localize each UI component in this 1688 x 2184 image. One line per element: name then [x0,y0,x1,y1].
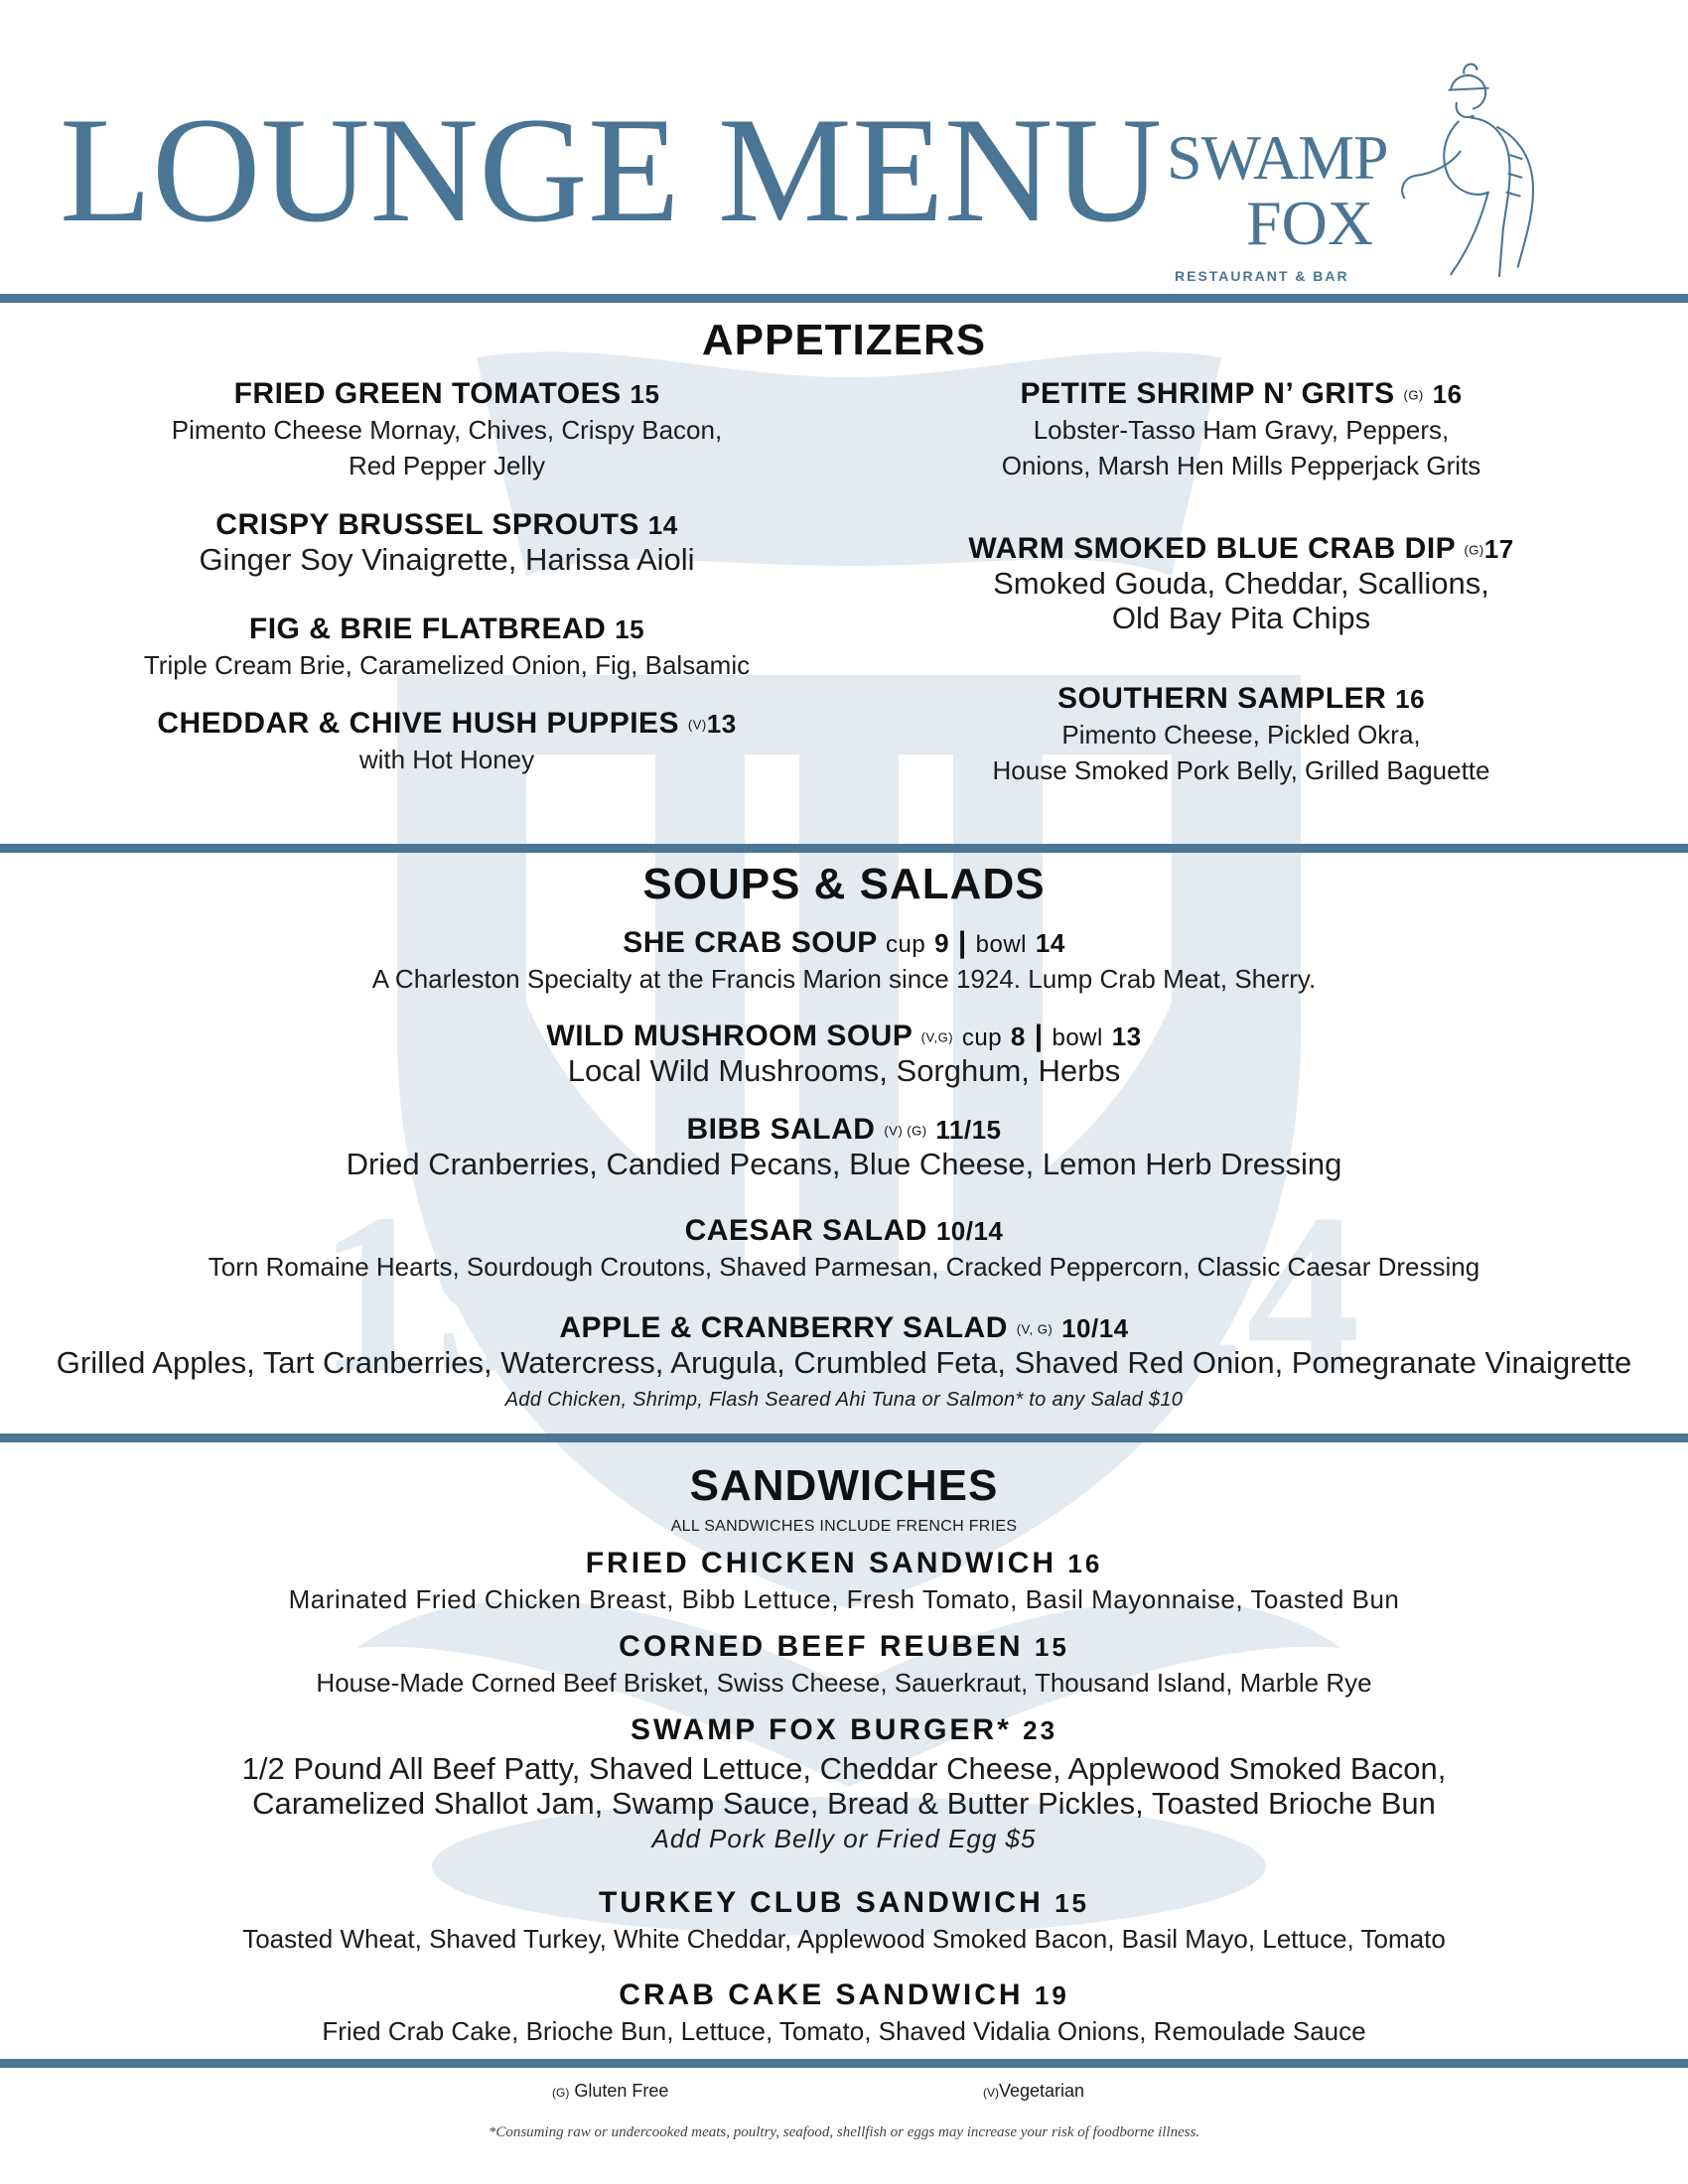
item-description: Toasted Wheat, Shaved Turkey, White Cheddar, Applewood Smoked Bacon, Basil Mayo, Lettuce, Tomato [242,1924,1446,1954]
item-name: WILD MUSHROOM SOUP [546,1020,913,1052]
item-price: 14 [647,510,678,540]
item-description: Fried Crab Cake, Brioche Bun, Lettuce, Tomato, Shaved Vidalia Onions, Remoulade Sauce [322,2016,1366,2046]
page-title: LOUNGE MENU [60,86,1163,253]
item-description: House-Made Corned Beef Brisket, Swiss Cheese, Sauerkraut, Thousand Island, Marble Rye [316,1668,1372,1698]
item-name: APPLE & CRANBERRY SALAD [559,1311,1008,1344]
salad-addon-note: Add Chicken, Shrimp, Flash Seared Ahi Tuna or Salmon* to any Salad $10 [504,1388,1184,1411]
appetizer-southern-sampler [894,681,1589,789]
item-description: Ginger Soy Vinaigrette, Harissa Aioli [199,542,695,577]
item-description: Lobster-Tasso Ham Gravy, Peppers, [1033,415,1450,445]
item-name: FRIED GREEN TOMATOES [233,377,622,410]
size-label: cup [886,931,926,958]
item-description: Red Pepper Jelly [349,451,545,481]
item-name: CRAB CAKE SANDWICH [619,1979,1024,2011]
item-name: FIG & BRIE FLATBREAD [248,613,607,645]
dietary-tag: (G) [1403,387,1424,403]
item-name: SOUTHERN SAMPLER [1056,682,1387,715]
soups-salads-divider [0,1433,1688,1442]
appetizer-crispy-brussel-sprouts [99,507,794,578]
item-description: Old Bay Pita Chips [1111,600,1371,635]
sandwich-swamp-fox-burger [0,1712,1688,1857]
size-label: bowl [975,931,1028,958]
item-price: 10/14 [935,1216,1004,1246]
logo-word-swamp: SWAMP [1167,122,1388,193]
item-name: CHEDDAR & CHIVE HUSH PUPPIES [157,707,680,740]
item-price: 15 [1055,1888,1090,1918]
item-name: BIBB SALAD [686,1113,876,1146]
item-price: 19 [1034,1980,1069,2010]
item-price: 10/14 [1061,1313,1129,1343]
size-label: bowl [1052,1024,1103,1051]
sandwich-turkey-club [0,1885,1688,1957]
legend-vegetarian [983,2081,1084,2102]
watermark-year-left: 19 [318,1166,546,1420]
appetizer-hush-puppies [99,706,794,777]
item-price: 13 [706,709,737,739]
item-description: A Charleston Specialty at the Francis Marion since 1924. Lump Crab Meat, Sherry. [371,964,1317,994]
legend-tag: (V) [983,2086,999,2100]
item-price: 9 [934,928,950,958]
size-label: cup [961,1024,1003,1051]
item-name: CORNED BEEF REUBEN [619,1630,1024,1663]
dietary-tag: (V) [687,717,707,733]
legend-gluten-free [552,2081,668,2102]
item-description: with Hot Honey [358,745,535,774]
item-description: Local Wild Mushrooms, Sorghum, Herbs [567,1053,1121,1088]
item-name: TURKEY CLUB SANDWICH [598,1886,1044,1919]
item-description: Pimento Cheese, Pickled Okra, [1061,720,1421,750]
item-price: 11/15 [935,1115,1002,1145]
salad-bibb [0,1112,1688,1182]
item-description: Torn Romaine Hearts, Sourdough Croutons, Shaved Parmesan, Cracked Peppercorn, Classic Caesar Dressing [208,1252,1480,1282]
watermark-year-right: 24 [1132,1166,1360,1420]
item-price: 17 [1483,534,1514,564]
appetizer-blue-crab-dip [894,531,1589,635]
sandwich-fried-chicken [0,1546,1688,1617]
item-description: Caramelized Shallot Jam, Swamp Sauce, Bread & Butter Pickles, Toasted Brioche Bun [252,1785,1436,1821]
appetizer-fig-brie-flatbread [99,612,794,683]
item-price: 13 [1111,1022,1142,1051]
appetizers-heading: APPETIZERS [701,316,987,364]
item-description: Marinated Fried Chicken Breast, Bibb Lettuce, Fresh Tomato, Basil Mayonnaise, Toasted Bun [288,1584,1400,1614]
appetizer-shrimp-n-grits [894,376,1589,484]
logo-tagline: RESTAURANT & BAR [1175,268,1349,284]
burger-addon-note: Add Pork Belly or Fried Egg $5 [651,1824,1037,1854]
item-description: Dried Cranberries, Candied Pecans, Blue Cheese, Lemon Herb Dressing [346,1147,1342,1181]
legend-label: Gluten Free [574,2081,669,2101]
item-description: Pimento Cheese Mornay, Chives, Crispy Bacon, [171,415,723,445]
horseman-icon [1395,60,1544,288]
item-description: House Smoked Pork Belly, Grilled Baguette [992,755,1490,786]
item-price: 14 [1035,928,1065,958]
dietary-tag: (V) (G) [884,1123,927,1139]
sandwiches-subtitle: ALL SANDWICHES INCLUDE FRENCH FRIES [670,1518,1018,1535]
price-separator: | [957,926,967,959]
item-name: WARM SMOKED BLUE CRAB DIP [968,532,1456,565]
item-price: 8 [1010,1022,1026,1051]
raw-warning-mark: * [997,1713,1012,1746]
salad-caesar [0,1213,1688,1285]
salad-apple-cranberry [0,1310,1688,1412]
header-divider [0,294,1688,303]
item-name: PETITE SHRIMP N’ GRITS [1020,377,1395,410]
legend-tag: (G) [552,2086,570,2100]
logo-word-fox: FOX [1246,188,1374,258]
item-description: Smoked Gouda, Cheddar, Scallions, [993,566,1489,601]
food-safety-disclaimer: *Consuming raw or undercooked meats, poultry, seafood, shellfish or eggs may increase your risk of foodborne illness. [488,2124,1200,2140]
item-price: 16 [1432,379,1463,409]
sandwich-crab-cake [0,1978,1688,2049]
appetizers-divider [0,844,1688,853]
item-price: 23 [1023,1715,1058,1745]
soup-wild-mushroom [0,1019,1688,1089]
item-price: 15 [1034,1632,1069,1662]
soups-salads-heading: SOUPS & SALADS [642,860,1046,908]
sandwiches-heading: SANDWICHES [689,1461,999,1510]
dietary-tag: (V,G) [920,1029,954,1045]
soup-she-crab [0,925,1688,997]
appetizer-fried-green-tomatoes [99,376,794,484]
item-name: FRIED CHICKEN SANDWICH [585,1547,1057,1579]
item-description: Grilled Apples, Tart Cranberries, Watercress, Arugula, Crumbled Feta, Shaved Red Onion, Pomegranate Vinaigrette [56,1345,1632,1380]
swamp-fox-logo [1167,60,1544,298]
item-name: SWAMP FOX BURGER [630,1713,998,1746]
sandwich-corned-beef-reuben [0,1629,1688,1701]
price-separator: | [1034,1020,1044,1052]
dietary-tag: (V, G) [1016,1321,1054,1337]
item-price: 16 [1395,684,1426,714]
item-description: 1/2 Pound All Beef Patty, Shaved Lettuce, Cheddar Cheese, Applewood Smoked Bacon, [241,1751,1447,1786]
item-price: 15 [630,379,660,409]
item-description: Triple Cream Brie, Caramelized Onion, Fig, Balsamic [143,650,751,680]
item-description: Onions, Marsh Hen Mills Pepperjack Grits [1001,451,1481,481]
item-name: CAESAR SALAD [684,1214,927,1247]
item-price: 16 [1067,1549,1103,1578]
legend-label: Vegetarian [999,2081,1085,2101]
dietary-tag: (G) [1464,542,1484,558]
item-name: CRISPY BRUSSEL SPROUTS [215,508,639,541]
item-price: 15 [615,614,645,644]
item-name: SHE CRAB SOUP [623,926,878,959]
sandwiches-divider [0,2059,1688,2068]
